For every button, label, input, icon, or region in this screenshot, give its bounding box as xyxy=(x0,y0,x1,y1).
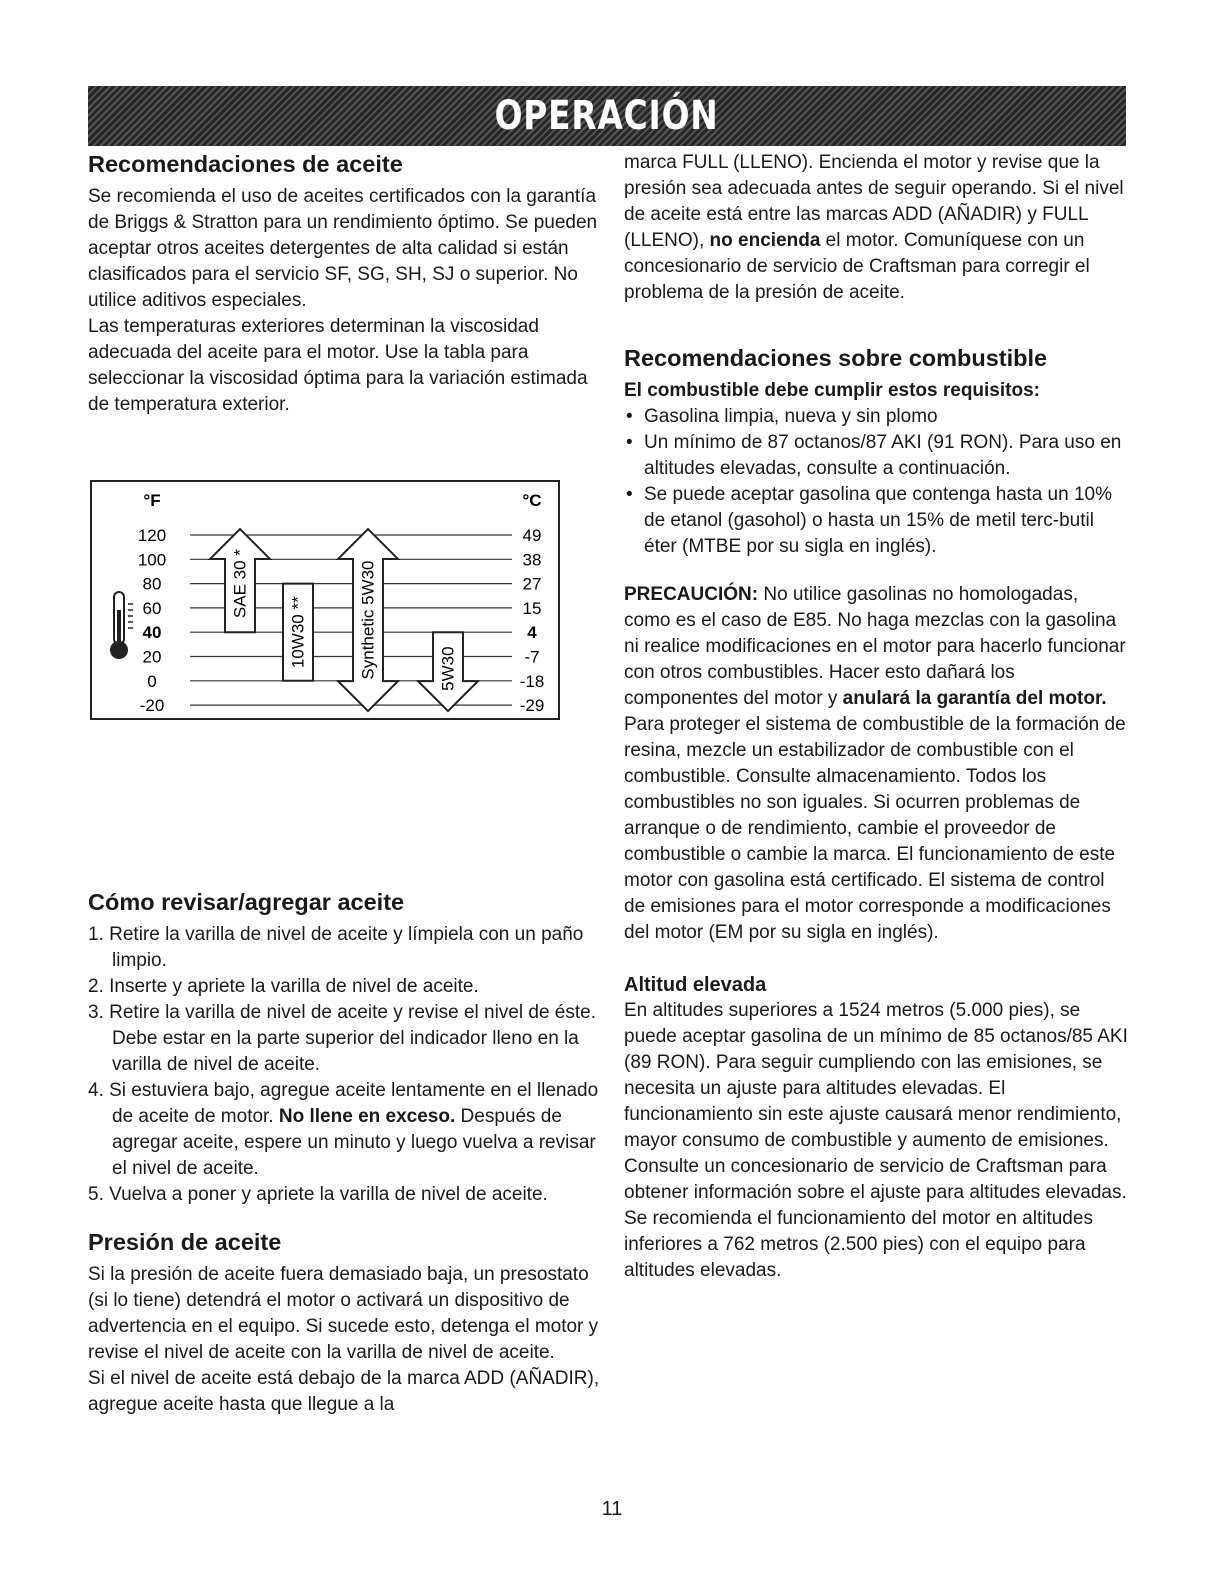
oil-pressure-continued-tail: el motor. Comuníquese con un concesionario de servicio de Craftsman para corregir el problema de la presión de aceite. xyxy=(624,230,1090,303)
check-oil-step-tail: Después de agregar aceite, espere un minuto y luego vuelva a revisar el nivel de aceite. xyxy=(112,1106,596,1179)
fuel-stabilizer-paragraph: Para proteger el sistema de combustible de la formación de resina, mezcle un estabilizador de combustible con el combustible. Consulte almacenamiento. Todos los combustibles no son iguales. Si ocurren problemas de arranque o de rendimiento, cambie el proveedor de combustible o cambie la marca. El funcionamiento de este motor con gasolina está certificado. El sistema de control de emisiones para el motor corresponde a modificaciones del motor (EM por su sigla en inglés). xyxy=(624,714,1126,943)
fahrenheit-axis-label: °F xyxy=(143,491,161,510)
high-altitude-title: Altitud elevada xyxy=(624,974,767,996)
oil-temperature-paragraph: Las temperaturas exteriores determinan la viscosidad adecuada del aceite para el motor. Use la tabla para seleccionar la viscosidad óptima para la variación estimada de temperatura exterior. xyxy=(88,316,588,415)
celsius-tick-label: 49 xyxy=(522,526,542,545)
fahrenheit-tick-label: 0 xyxy=(147,671,157,691)
celsius-tick-label: -18 xyxy=(519,671,545,691)
check-oil-step: 1. Retire la varilla de nivel de aceite y límpiela con un paño limpio. xyxy=(88,924,584,971)
oil-recommendations-paragraph: Se recomienda el uso de aceites certificados con la garantía de Briggs & Stratton para un rendimiento óptimo. Se pueden aceptar otros aceites detergentes de alta calidad si están clasificados para el servicio SF, SG, SH, SJ o superior. No utilice aditivos especiales. xyxy=(88,186,598,311)
high-altitude-paragraph-2: Se recomienda el funcionamiento del motor en altitudes inferiores a 762 metros (2.500 pies) con el equipo para altitudes elevadas. xyxy=(624,1208,1093,1281)
fuel-requirement-item: • Un mínimo de 87 octanos/87 AKI (91 RON). Para uso en altitudes elevadas, consulte a continuación. xyxy=(624,430,1129,482)
do-not-start-warning: no encienda xyxy=(709,230,821,251)
check-oil-steps xyxy=(88,922,600,1208)
fuel-caution-paragraph xyxy=(624,582,1129,712)
left-column xyxy=(88,150,600,418)
celsius-tick-label: 27 xyxy=(522,574,542,594)
section-title: OPERACIÓN xyxy=(495,93,719,139)
oil-range-label: 10W30 ** xyxy=(288,596,308,669)
oil-pressure-continued xyxy=(624,150,1129,306)
oil-recommendations-title: Recomendaciones de aceite xyxy=(88,151,403,177)
oil-pressure-continued-text: marca FULL (LLENO). Encienda el motor y revise que la presión sea adecuada antes de seguir operando. Si el nivel de aceite está entre las marcas ADD (AÑADIR) y FULL (LLENO), xyxy=(624,152,1124,251)
oil-viscosity-chart-svg xyxy=(92,482,558,718)
fahrenheit-tick-label: 80 xyxy=(142,574,162,594)
fahrenheit-tick-label: -20 xyxy=(139,696,165,716)
celsius-tick-label: 38 xyxy=(522,550,542,570)
check-oil-step-text: 4. Si estuviera bajo, agregue aceite lentamente en el llenado de aceite de motor. xyxy=(88,1080,599,1127)
oil-range-label: 5W30 xyxy=(438,646,458,691)
check-oil-step: 5. Vuelva a poner y apriete la varilla de nivel de aceite. xyxy=(88,1184,548,1205)
fuel-recommendations-title: Recomendaciones sobre combustible xyxy=(624,345,1048,371)
check-oil-step: 3. Retire la varilla de nivel de aceite y revise el nivel de éste. Debe estar en la parte superior del indicador lleno en la varilla de nivel de aceite. xyxy=(88,1002,596,1075)
fahrenheit-tick-label: 40 xyxy=(142,623,162,643)
fuel-requirements-title: El combustible debe cumplir estos requisitos: xyxy=(624,380,1040,401)
fuel-requirement-item: • Se puede aceptar gasolina que contenga hasta un 10% de etanol (gasohol) o hasta un 15% de metil terc-butil éter (MTBE por su sigla en inglés). xyxy=(624,482,1129,560)
celsius-tick-label: -29 xyxy=(519,696,545,716)
oil-viscosity-chart xyxy=(90,480,560,720)
check-oil-step: 2. Inserte y apriete la varilla de nivel de aceite. xyxy=(88,976,479,997)
caution-text: No utilice gasolinas no homologadas, como es el caso de E85. No haga mezclas con la gasolina ni realice modificaciones en el motor para hacerlo funcionar con otros combustibles. Hacer esto dañará los componentes del motor y xyxy=(624,584,1126,709)
fahrenheit-tick-label: 100 xyxy=(137,550,167,570)
oil-pressure-paragraph-2: Si el nivel de aceite está debajo de la marca ADD (AÑADIR), agregue aceite hasta que llegue a la xyxy=(88,1368,600,1415)
section-banner xyxy=(88,86,1126,146)
page-number: 11 xyxy=(601,1498,623,1520)
thermometer-icon xyxy=(110,592,133,659)
caution-label: PRECAUCIÓN: xyxy=(624,584,759,605)
celsius-tick-label: 15 xyxy=(522,598,542,618)
celsius-tick-label: 4 xyxy=(527,623,537,643)
fahrenheit-tick-label: 120 xyxy=(137,526,167,545)
check-oil-step xyxy=(88,1078,600,1182)
celsius-tick-label: -7 xyxy=(524,647,540,667)
fuel-requirement-item: • Gasolina limpia, nueva y sin plomo xyxy=(624,404,1129,430)
right-column xyxy=(624,150,1129,1284)
fuel-requirements-list xyxy=(624,404,1129,560)
high-altitude-paragraph: En altitudes superiores a 1524 metros (5.000 pies), se puede aceptar gasolina de un mínimo de 85 octanos/85 AKI (89 RON). Para seguir cumpliendo con las emisiones, se necesita un ajuste para altitudes elevadas. El funcionamiento sin este ajuste causará menor rendimiento, mayor consumo de combustible y aumento de emisiones. Consulte un concesionario de servicio de Craftsman para obtener información sobre el ajuste para altitudes elevadas. xyxy=(624,1000,1128,1203)
check-oil-title: Cómo revisar/agregar aceite xyxy=(88,889,405,915)
celsius-axis-label: °C xyxy=(522,491,542,510)
left-column-lower xyxy=(88,888,600,1418)
fahrenheit-tick-label: 20 xyxy=(142,647,162,667)
oil-range-label: SAE 30 * xyxy=(230,549,250,619)
overfill-warning: No llene en exceso. xyxy=(278,1106,456,1127)
oil-pressure-paragraph: Si la presión de aceite fuera demasiado baja, un presostato (si lo tiene) detendrá el motor o activará un dispositivo de advertencia en el equipo. Si sucede esto, detenga el motor y revise el nivel de aceite con la varilla de nivel de aceite. xyxy=(88,1264,599,1363)
oil-pressure-title: Presión de aceite xyxy=(88,1229,282,1255)
fahrenheit-tick-label: 60 xyxy=(142,598,162,618)
warranty-warning: anulará la garantía del motor. xyxy=(842,688,1107,709)
oil-range-label: Synthetic 5W30 xyxy=(358,560,378,680)
